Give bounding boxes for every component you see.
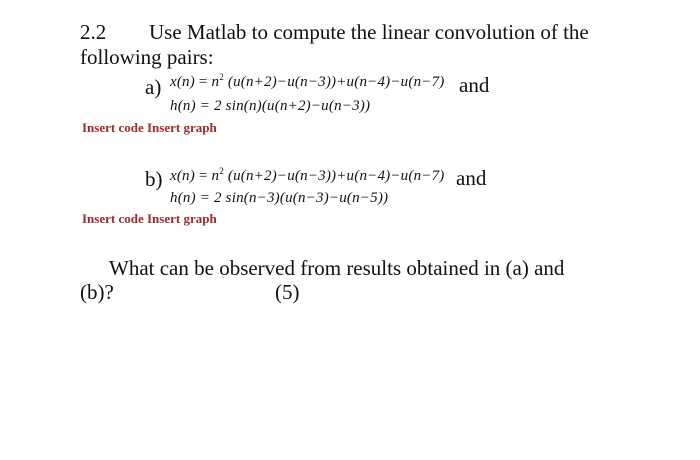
part-b-label: b) [145, 167, 163, 191]
part-b-insert-link[interactable]: Insert code Insert graph [82, 211, 217, 226]
part-b-x-equation [170, 166, 445, 185]
marks: (5) [275, 280, 300, 304]
part-a-x-equation [170, 72, 445, 91]
part-b-x-eq-sign: = [198, 168, 208, 184]
part-a-x-eq-sign: = [198, 74, 208, 90]
question-number: 2.2 [80, 20, 107, 44]
final-question-line1: What can be observed from results obtained in (a) and [109, 256, 565, 280]
part-b-x-n: n [211, 168, 220, 184]
question-intro-line1: Use Matlab to compute the linear convolution of the [149, 20, 589, 44]
part-b-h-equation: h(n) = 2 sin(n−3)(u(n−3)−u(n−5)) [170, 190, 389, 206]
part-a-x-rest: (u(n+2)−u(n−3))+u(n−4)−u(n−7) [227, 74, 445, 90]
question-intro-line2: following pairs: [80, 45, 214, 69]
part-b-x-rest: (u(n+2)−u(n−3))+u(n−4)−u(n−7) [227, 168, 445, 184]
part-a-and: and [459, 73, 490, 97]
part-a-x-n: n [211, 74, 220, 90]
part-a-x-lhs: x(n) [170, 74, 195, 90]
part-a-x-exponent: 2 [219, 72, 224, 82]
part-a-h-equation: h(n) = 2 sin(n)(u(n+2)−u(n−3)) [170, 98, 371, 114]
final-question-line2: (b)? [80, 280, 114, 304]
part-b-x-lhs: x(n) [170, 168, 195, 184]
part-b-and: and [456, 166, 487, 190]
part-a-insert-link[interactable]: Insert code Insert graph [82, 120, 217, 135]
part-a-label: a) [145, 75, 162, 99]
part-b-x-exponent: 2 [219, 166, 224, 176]
